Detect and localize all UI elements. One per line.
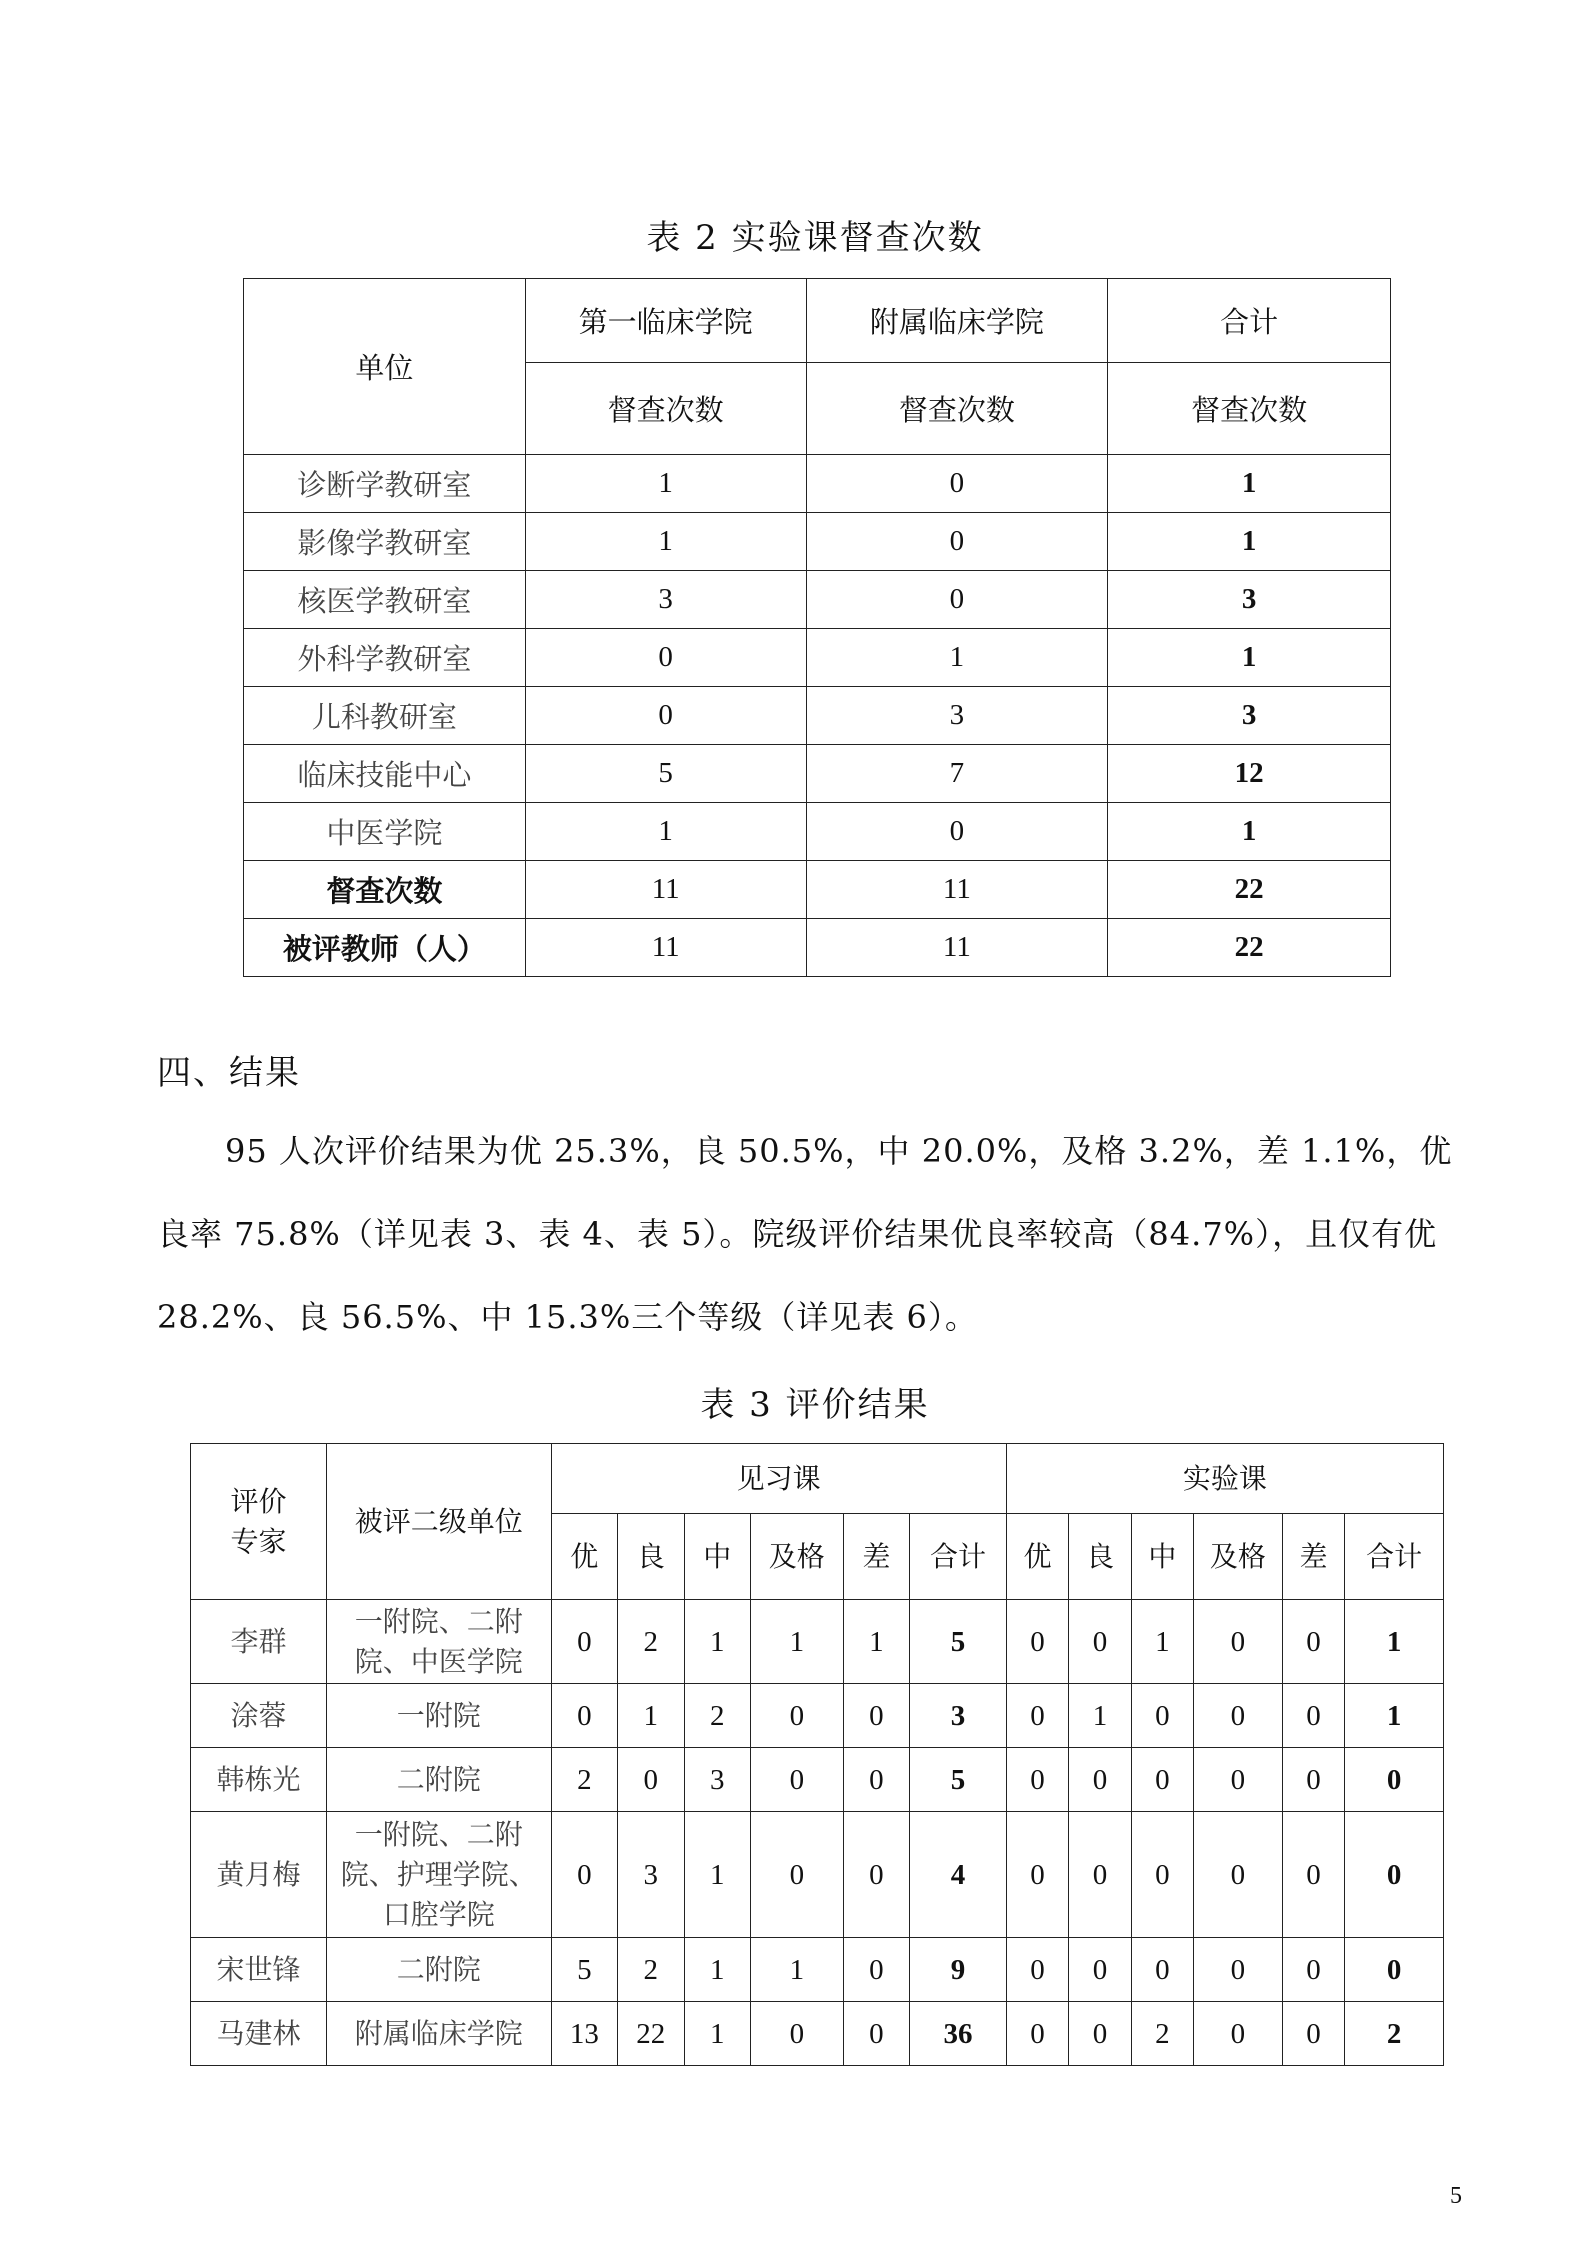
section-heading: 四、结果: [157, 1053, 301, 1093]
table2-cell-t: 12: [1108, 745, 1391, 803]
table2-row-name: 临床技能中心: [244, 745, 526, 803]
table2-cell-a: 0: [525, 629, 806, 687]
table2-cell-b: 0: [806, 571, 1108, 629]
table3-value: 1: [684, 1600, 750, 1684]
table2-row: [244, 629, 1391, 687]
table3-grade-header: 合计: [910, 1514, 1007, 1600]
table3-row: [191, 1748, 1444, 1812]
table2-cell-a: 1: [525, 803, 806, 861]
table2-row-name: 儿科教研室: [244, 687, 526, 745]
table3-unit: 附属临床学院: [326, 2002, 551, 2066]
table2-row: [244, 861, 1391, 919]
table2-row: [244, 745, 1391, 803]
table3-unit: 二附院: [326, 1938, 551, 2002]
table3-value: 13: [551, 2002, 617, 2066]
table2-row-name: 督查次数: [244, 861, 526, 919]
table2-cell-b: 0: [806, 513, 1108, 571]
table3-value: 0: [1194, 1684, 1283, 1748]
table2-cell-b: 11: [806, 919, 1108, 977]
table2-cell-b: 1: [806, 629, 1108, 687]
table3-grade-header: 中: [1131, 1514, 1193, 1600]
table2: [243, 278, 1391, 977]
table2-cell-b: 11: [806, 861, 1108, 919]
table2-row: [244, 919, 1391, 977]
table2-cell-b: 0: [806, 455, 1108, 513]
table3-grade-header: 良: [1069, 1514, 1131, 1600]
table2-row: [244, 803, 1391, 861]
table2-header-group: 第一临床学院: [525, 279, 806, 363]
table3-grade-header: 中: [684, 1514, 750, 1600]
table3-row: [191, 1812, 1444, 1938]
table3-grade-header: 及格: [1194, 1514, 1283, 1600]
section-paragraph: [157, 1110, 1472, 1359]
table3-caption: 表 3 评价结果: [700, 1385, 930, 1425]
table3-grade-header: 合计: [1345, 1514, 1444, 1600]
table2-cell-t: 3: [1108, 571, 1391, 629]
table3-value: 0: [750, 1684, 843, 1748]
table3-expert: 黄月梅: [191, 1812, 327, 1938]
table2-row: [244, 687, 1391, 745]
table3-value: 0: [1006, 1938, 1068, 2002]
table3-value: 0: [1006, 1684, 1068, 1748]
table2-header-group: 附属临床学院: [806, 279, 1108, 363]
table3-value: 1: [843, 1600, 909, 1684]
table3-value: 0: [1069, 1600, 1131, 1684]
table3-value: 0: [1194, 2002, 1283, 2066]
table3-value: 0: [1131, 1684, 1193, 1748]
table3-grade-header: 及格: [750, 1514, 843, 1600]
table3-value: 0: [1131, 1748, 1193, 1812]
table2-row-name: 中医学院: [244, 803, 526, 861]
table3-grade-header: 差: [843, 1514, 909, 1600]
table3-value: 0: [843, 1748, 909, 1812]
table2-cell-t: 1: [1108, 513, 1391, 571]
table3-value: 9: [910, 1938, 1007, 2002]
table3-unit: 一附院、二附院、护理学院、口腔学院: [326, 1812, 551, 1938]
table2-row: [244, 513, 1391, 571]
table2-row: [244, 571, 1391, 629]
table3-value: 0: [1282, 1748, 1344, 1812]
table2-row: [244, 455, 1391, 513]
table3-grade-header: 优: [1006, 1514, 1068, 1600]
table3-header-expert: 评价专家: [191, 1444, 327, 1600]
table3-value: 0: [1069, 2002, 1131, 2066]
table2-cell-t: 1: [1108, 629, 1391, 687]
table2-cell-t: 1: [1108, 803, 1391, 861]
table2-cell-t: 1: [1108, 455, 1391, 513]
table2-row-name: 诊断学教研室: [244, 455, 526, 513]
table3-value: 0: [1194, 1812, 1283, 1938]
table2-row-name: 外科学教研室: [244, 629, 526, 687]
table2-cell-a: 0: [525, 687, 806, 745]
table3-value: 0: [750, 1812, 843, 1938]
table3-value: 2: [551, 1748, 617, 1812]
table3-value: 0: [750, 2002, 843, 2066]
table2-cell-b: 0: [806, 803, 1108, 861]
table3-header-unit: 被评二级单位: [326, 1444, 551, 1600]
table3-expert: 涂蓉: [191, 1684, 327, 1748]
table3-value: 1: [618, 1684, 684, 1748]
table2-cell-t: 3: [1108, 687, 1391, 745]
table3-grade-header: 良: [618, 1514, 684, 1600]
table3-value: 5: [551, 1938, 617, 2002]
table3-value: 0: [551, 1812, 617, 1938]
table3-value: 0: [1006, 1748, 1068, 1812]
table2-cell-b: 3: [806, 687, 1108, 745]
table3-value: 3: [910, 1684, 1007, 1748]
table3-value: 5: [910, 1748, 1007, 1812]
table2-cell-a: 3: [525, 571, 806, 629]
table3-value: 0: [843, 1938, 909, 2002]
table3-row: [191, 1600, 1444, 1684]
table3-expert: 韩栋光: [191, 1748, 327, 1812]
table3-expert: 宋世锋: [191, 1938, 327, 2002]
table3-value: 3: [684, 1748, 750, 1812]
table3-value: 0: [1069, 1748, 1131, 1812]
table2-cell-b: 7: [806, 745, 1108, 803]
table2-row-name: 被评教师（人）: [244, 919, 526, 977]
table2-cell-a: 11: [525, 919, 806, 977]
table3-value: 22: [618, 2002, 684, 2066]
table2-cell-a: 5: [525, 745, 806, 803]
table3-header-group2: 实验课: [1006, 1444, 1443, 1514]
table3-value: 0: [1345, 1938, 1444, 2002]
table3-value: 1: [1345, 1684, 1444, 1748]
table2-caption: 表 2 实验课督查次数: [646, 218, 984, 258]
table3-value: 2: [618, 1938, 684, 2002]
page-number: 5: [1450, 2183, 1462, 2209]
table2-header-unit: 单位: [244, 279, 526, 455]
table3-unit: 一附院: [326, 1684, 551, 1748]
table3-value: 0: [1282, 1812, 1344, 1938]
table3-value: 1: [684, 1812, 750, 1938]
table3-row: [191, 1938, 1444, 2002]
table3-unit: 二附院: [326, 1748, 551, 1812]
table3-value: 0: [1006, 2002, 1068, 2066]
table2-header-group: 合计: [1108, 279, 1391, 363]
table2-cell-a: 1: [525, 513, 806, 571]
table3-value: 1: [750, 1938, 843, 2002]
table3-value: 0: [1194, 1938, 1283, 2002]
table2-cell-a: 1: [525, 455, 806, 513]
table3-value: 1: [684, 2002, 750, 2066]
table2-header-sub: 督查次数: [1108, 363, 1391, 455]
table3-value: 0: [843, 1812, 909, 1938]
table3-value: 1: [1345, 1600, 1444, 1684]
table3-value: 2: [1131, 2002, 1193, 2066]
table3-value: 0: [1345, 1812, 1444, 1938]
table3-grade-header: 差: [1282, 1514, 1344, 1600]
table3-value: 0: [1282, 1938, 1344, 2002]
table3-value: 0: [618, 1748, 684, 1812]
table3-value: 3: [618, 1812, 684, 1938]
table3-value: 0: [1194, 1600, 1283, 1684]
paragraph-text: 95 人次评价结果为优 25.3%，良 50.5%，中 20.0%，及格 3.2%，差 1.1%，优良率 75.8%（详见表 3、表 4、表 5）。院级评价结果优良率较高（84.7%），且仅有优 28.2%、良 56.5%、中 15.3%三个等级（详见表 6）。: [157, 1132, 1453, 1336]
table3-value: 2: [618, 1600, 684, 1684]
table3-value: 0: [1006, 1600, 1068, 1684]
table2-cell-t: 22: [1108, 861, 1391, 919]
table2-cell-t: 22: [1108, 919, 1391, 977]
table3-value: 0: [750, 1748, 843, 1812]
table3-value: 0: [1282, 1684, 1344, 1748]
table3-value: 0: [1282, 1600, 1344, 1684]
table3-value: 36: [910, 2002, 1007, 2066]
table3-value: 0: [1194, 1748, 1283, 1812]
table3: [190, 1443, 1444, 2066]
table2-cell-a: 11: [525, 861, 806, 919]
table3-header-group1: 见习课: [551, 1444, 1006, 1514]
table3-unit: 一附院、二附院、中医学院: [326, 1600, 551, 1684]
table3-value: 0: [1345, 1748, 1444, 1812]
table3-row: [191, 1684, 1444, 1748]
table3-grade-header: 优: [551, 1514, 617, 1600]
table3-value: 0: [843, 2002, 909, 2066]
table3-value: 0: [843, 1684, 909, 1748]
table3-value: 2: [1345, 2002, 1444, 2066]
table3-value: 4: [910, 1812, 1007, 1938]
table3-value: 0: [551, 1684, 617, 1748]
table3-value: 5: [910, 1600, 1007, 1684]
table3-value: 0: [1131, 1812, 1193, 1938]
table2-row-name: 影像学教研室: [244, 513, 526, 571]
table3-expert: 马建林: [191, 2002, 327, 2066]
table2-row-name: 核医学教研室: [244, 571, 526, 629]
table3-value: 0: [1131, 1938, 1193, 2002]
table3-value: 0: [1006, 1812, 1068, 1938]
table3-row: [191, 2002, 1444, 2066]
table3-value: 1: [750, 1600, 843, 1684]
table2-header-sub: 督查次数: [525, 363, 806, 455]
table3-value: 0: [1069, 1938, 1131, 2002]
table2-header-sub: 督查次数: [806, 363, 1108, 455]
table3-value: 0: [1282, 2002, 1344, 2066]
table3-value: 0: [1069, 1812, 1131, 1938]
table3-value: 2: [684, 1684, 750, 1748]
table3-expert: 李群: [191, 1600, 327, 1684]
table3-value: 1: [1131, 1600, 1193, 1684]
table3-value: 1: [1069, 1684, 1131, 1748]
table3-value: 1: [684, 1938, 750, 2002]
table3-value: 0: [551, 1600, 617, 1684]
